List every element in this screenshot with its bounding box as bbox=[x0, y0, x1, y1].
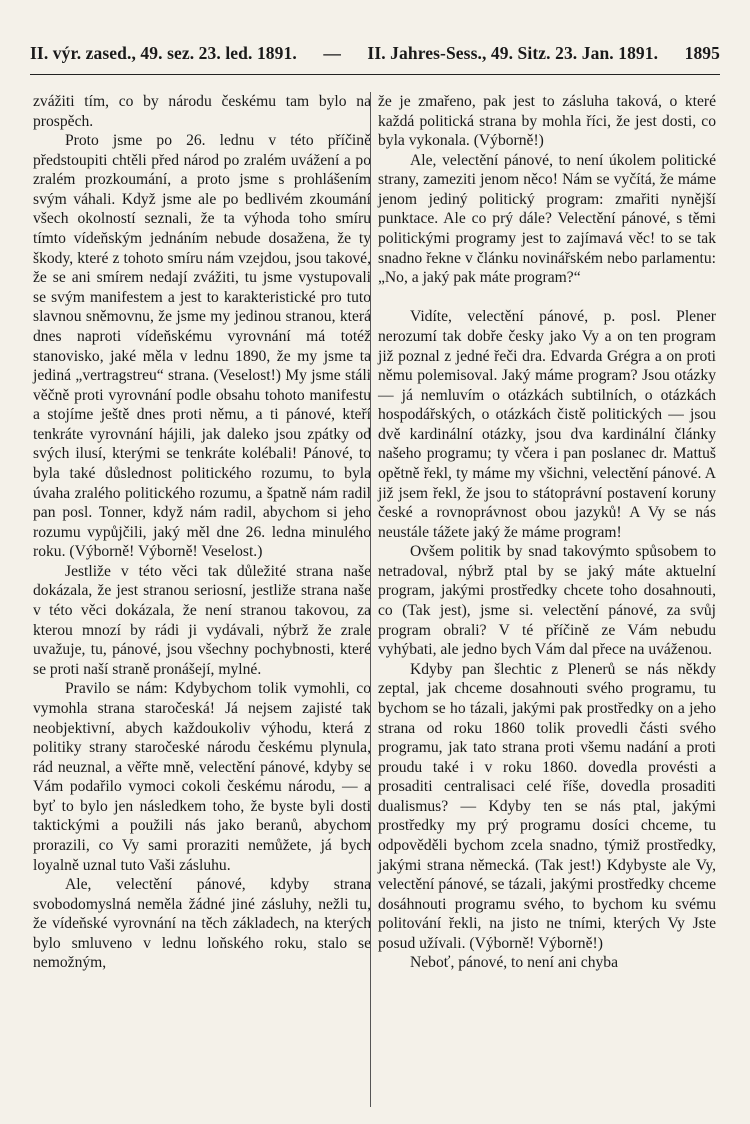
paragraph: Ale, velectění pánové, to není úkolem politické strany, zameziti jenom něco! Nám se vyčítá, že máme jenom jediný politický program: zmařiti nynější punktace. Ale co prý dále? Velectění pánové, s těmi politickými programy jest to zajímavá věc! to se tak snadno řekne v článku novinářském nebo parlamentu: „No, a jaký pak máte program?“ bbox=[378, 151, 716, 287]
paragraph: Ale, velectění pánové, kdyby strana svobodomyslná neměla žádné jiné zásluhy, nežli tu, že vídeňské vyrovnání na těch základech, na kterých bylo smluveno v lednu loňského roku, stalo se nemožným, bbox=[33, 876, 371, 972]
paragraph: Proto jsme po 26. lednu v této příčině předstoupiti chtěli před národ po zralém uvážení a po zralém prozkoumání, a proto jsme s prohlášením svým váhali. Když jsme ale po bedlivém zkoumání všech okolností seznali, že ta výhoda toho smíru tímto vídeňským jednáním nebude dosažena, že ty škody, které z tohoto smíru nám vzejdou, jsou takové, že se ani smírem nedají zvážiti, tu jsme vystupovali se svým manifestem a jest to karakteristické pro tuto slavnou sněmovnu, že jsme my jedinou stranou, která dnes naproti vídeňskému vyrovnání má totéž stanovisko, jaké měla v lednu 1890, že my jsme ta jediná „vertragstreu“ strana. (Veselost!) My jsme stáli věčně proti vyrovnání podle obsahu tohoto manifestu a stojíme ještě dnes proti němu, a ti pánové, kteří tenkráte vyrovnání hájili, jak daleko jsou zpátky od svých ilusí, kterými se tenkráte kolébali! Pánové, to byla také důslednost politického rozumu, to byla úvaha zralého politického rozumu, a špatně nám radil pan posl. Tonner, když nám radil, abychom si jeho rozumu vypůjčili, jaký měl dne 26. ledna minulého roku. (Výborně! Výborně! Veselost.) bbox=[33, 132, 371, 561]
header-czech-session: II. výr. zased., 49. sez. 23. led. 1891. bbox=[30, 43, 297, 63]
column-divider bbox=[370, 92, 371, 1107]
page-number: 1895 bbox=[684, 43, 720, 63]
paragraph: Ovšem politik by snad takovýmto spůsobem to netradoval, nýbrž ptal by se jaký máte aktuelní program, jakými prostředky chcete toho dosahnouti, co (Tak jest), jsme si. velectění pánové, za svůj program obrali? V té příčině ze Vám nebudu vyhýbati, ale jedno bych Vám dal přece na uváženou. bbox=[378, 543, 716, 659]
paragraph: Pravilo se nám: Kdybychom tolik vymohli, co vymohla strana staročeská! Já nejsem zajisté tak neobjektivní, abych každoukoliv výhodu, která z politiky strany staročeské národu českému plynula, rád neuznal, a věřte mně, velectění pánové, kdyby se Vám podařilo vymoci cokoli českému národu, — a byť to bylo jen následkem toho, že byste byli dosti taktickými a použili nás jako beranů, abychom prorazili, co Vy sami proraziti nemůžete, já bych loyalně uznal tuto Vaši zásluhu. bbox=[33, 680, 371, 874]
paragraph: že je zmařeno, pak jest to zásluha taková, o které každá politická strana by mohla říci, že jest dosti, co byla vykonala. (Výborně!) bbox=[378, 93, 716, 150]
header-rule bbox=[30, 74, 720, 75]
paragraph: Jestliže v této věci tak důležité strana naše dokázala, že jest stranou seriosní, jestliže strana naše v této věci dokázala, že není stranou takovou, za kterou mnozí by rádi ji vydávali, nýbrž že zrale uvažuje, tu, pánové, jsou všechny pochybnosti, které se proti naší straně pronášejí, mylné. bbox=[33, 562, 371, 678]
paragraph: Neboť, pánové, to není ani chyba bbox=[410, 954, 619, 972]
left-column bbox=[33, 92, 371, 973]
header-german-session: II. Jahres-Sess., 49. Sitz. 23. Jan. 1891. bbox=[367, 43, 659, 63]
right-column bbox=[378, 92, 716, 973]
paragraph: zvážiti tím, co by národu českému tam bylo na prospěch. bbox=[33, 93, 371, 130]
paragraph: Kdyby pan šlechtic z Plenerů se nás někdy zeptal, jak chceme dosahnouti svého programu, tu bychom se ho tázali, jakými pak prostředky on a jeho strana od roku 1860 tolik provedli části svého programu, jak tato strana proti všemu nadání a proti proudu také i v roku 1860. dovedla provésti a prosaditi centralisaci celé říše, dovedla prosaditi dualismus? — Kdyby ten se nás ptal, jakými prostředky my prý programu dosíci chceme, tu odpověděli bychom zcela snadno, týmiž prostředky, jakými strana německá. (Tak jest!) Kdybyste ale Vy, velectění pánové, se tázali, jakými prostředky chceme dosáhnouti programu svého, to bychom ku svému politování řekli, na jisto ne tními, kterých Vy Jste posud užívali. (Výborně! Výborně!) bbox=[378, 660, 716, 952]
header-separator: — bbox=[323, 43, 341, 63]
running-header bbox=[30, 43, 720, 64]
paragraph: Vidíte, velectění pánové, p. posl. Plener nerozumí tak dobře česky jako Vy a on ten program již poznal z jedné řeči dra. Edvarda Grégra a on proti němu polemisoval. Jaký máme program? Jsou otázky — já nemluvím o otázkách subtilních, o otázkách hospodářských, o otázkách čistě politických — jsou dvě kardinální otázky, jsou dva kardinální články našeho programu; ty včera i pan poslanec dr. Mattuš opětně řekl, ty máme my všichni, velectění pánové. A již jsem řekl, že jsou to státoprávní postavení koruny české a rovnoprávnost obou jazyků! A Vy se nás neustále tážete jaký že máme program! bbox=[378, 308, 716, 541]
